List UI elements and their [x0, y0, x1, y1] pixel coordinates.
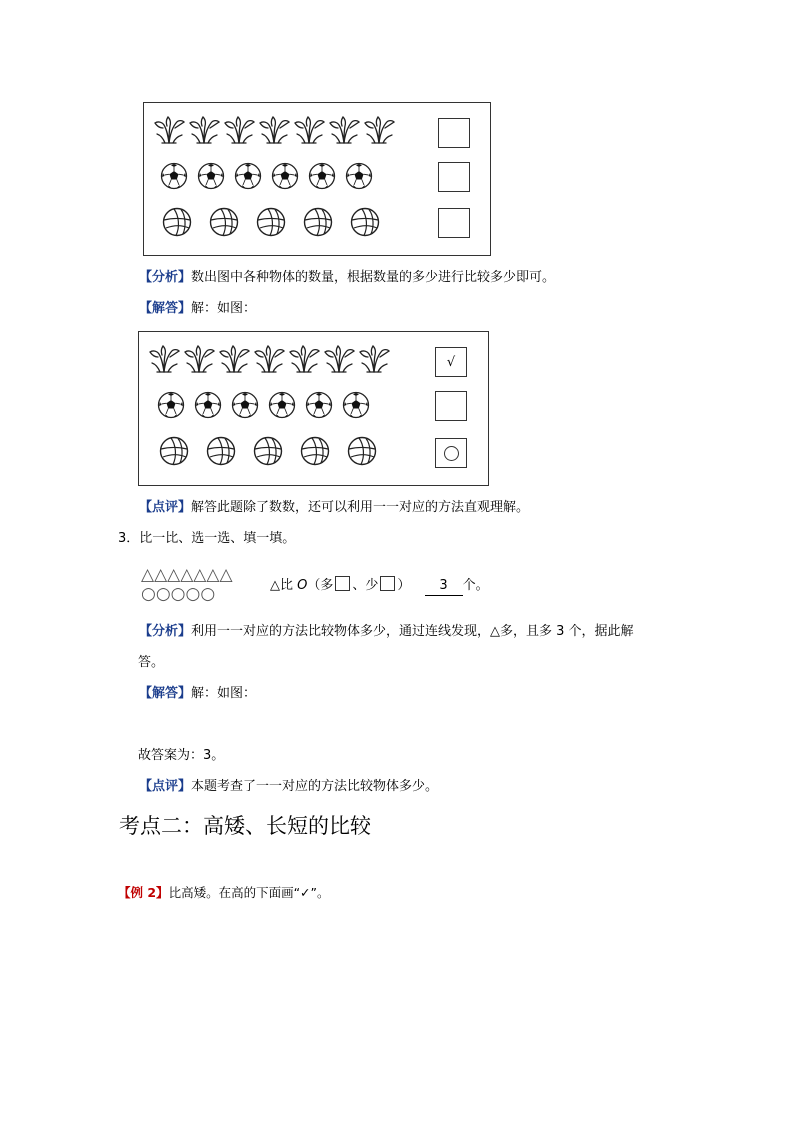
soccer-ball-icon: [271, 162, 299, 190]
soccer-ball-icon: [345, 162, 373, 190]
comment-2: [139, 778, 438, 796]
plant-row: [147, 345, 392, 373]
basketball-icon: [256, 207, 286, 237]
basketball-icon: [300, 436, 330, 466]
plant-icon: [257, 116, 291, 144]
analysis-2-line2: 答。: [138, 655, 165, 670]
answer-text: 解：如图：: [191, 686, 257, 701]
basketball-icon: [162, 207, 192, 237]
q3-text-d: ）: [397, 578, 411, 593]
example-2: [118, 884, 330, 902]
plant-icon: [322, 345, 356, 373]
example-tag: 【例 2】: [118, 885, 169, 900]
plant-icon: [327, 116, 361, 144]
figure-2: [138, 331, 489, 486]
basketball-icon: [347, 436, 377, 466]
answer-2: [139, 685, 256, 703]
soccer-ball-icon: [305, 391, 333, 419]
answer-box-plants[interactable]: [435, 347, 467, 377]
soccer-ball-icon: [342, 391, 370, 419]
comment-text: 本题考查了一一对应的方法比较物体多少。: [191, 779, 439, 794]
choice-box-less[interactable]: [380, 576, 395, 591]
q3-text-c: 、少: [352, 578, 379, 593]
plant-icon: [252, 345, 286, 373]
q3-text-b: （多: [307, 578, 334, 593]
soccer-ball-icon: [197, 162, 225, 190]
analysis-2-line1: [139, 623, 634, 641]
soccer-ball-icon: [308, 162, 336, 190]
plant-icon: [287, 345, 321, 373]
result-text: 故答案为：3。: [138, 748, 225, 763]
answer-box-soccer[interactable]: [438, 162, 470, 192]
basketball-icon: [350, 207, 380, 237]
basketball-icon: [159, 436, 189, 466]
soccer-ball-icon: [231, 391, 259, 419]
soccer-ball-icon: [157, 391, 185, 419]
figure-1: [143, 102, 491, 256]
answer-box-plants[interactable]: [438, 118, 470, 148]
answer-text: 解：如图：: [191, 301, 257, 316]
analysis-tag: 【分析】: [139, 624, 192, 639]
plant-icon: [292, 116, 326, 144]
plant-icon: [152, 116, 186, 144]
answer-tag: 【解答】: [139, 686, 192, 701]
answer-box-soccer[interactable]: [435, 391, 467, 421]
basketball-icon: [253, 436, 283, 466]
q3-text-e: 个。: [462, 578, 489, 593]
circle-row: ○○○○○: [141, 584, 216, 604]
plant-icon: [222, 116, 256, 144]
question-3-text: [270, 576, 489, 596]
soccer-ball-row: [157, 391, 379, 419]
analysis-1: [139, 269, 555, 287]
analysis-tag: 【分析】: [139, 270, 192, 285]
answer-blank[interactable]: 3: [425, 577, 463, 596]
soccer-ball-row: [160, 162, 382, 190]
circle-icon: [444, 446, 459, 461]
soccer-ball-icon: [194, 391, 222, 419]
triangle-row: △△△△△△△: [141, 565, 233, 585]
soccer-ball-icon: [268, 391, 296, 419]
answer-box-basketball[interactable]: [438, 208, 470, 238]
comment-tag: 【点评】: [139, 500, 192, 515]
comment-text: 解答此题除了数数，还可以利用一一对应的方法直观理解。: [191, 500, 530, 515]
plant-icon: [147, 345, 181, 373]
plant-icon: [362, 116, 396, 144]
plant-icon: [357, 345, 391, 373]
example-text: 比高矮。在高的下面画“✓”。: [168, 885, 330, 900]
section-heading: 考点二：高矮、长短的比较: [119, 814, 371, 838]
plant-icon: [217, 345, 251, 373]
q3-text-a: △比: [270, 578, 293, 593]
answer-box-basketball[interactable]: [435, 438, 467, 468]
soccer-ball-icon: [160, 162, 188, 190]
q3-text-o: O: [297, 578, 308, 593]
basketball-row: [159, 436, 394, 466]
analysis-text: 数出图中各种物体的数量，根据数量的多少进行比较多少即可。: [191, 270, 556, 285]
plant-row: [152, 116, 397, 144]
plant-icon: [182, 345, 216, 373]
answer-1: [139, 300, 256, 318]
basketball-icon: [303, 207, 333, 237]
basketball-icon: [209, 207, 239, 237]
basketball-row: [162, 207, 397, 237]
soccer-ball-icon: [234, 162, 262, 190]
choice-box-more[interactable]: [335, 576, 350, 591]
question-3-title: 3．比一比、选一选、填一填。: [118, 531, 296, 546]
plant-icon: [187, 116, 221, 144]
comment-1: [139, 499, 529, 517]
check-mark: √: [446, 354, 456, 370]
answer-tag: 【解答】: [139, 301, 192, 316]
basketball-icon: [206, 436, 236, 466]
analysis-text: 利用一一对应的方法比较物体多少，通过连线发现，△多，且多 3 个，据此解: [191, 624, 634, 639]
comment-tag: 【点评】: [139, 779, 192, 794]
